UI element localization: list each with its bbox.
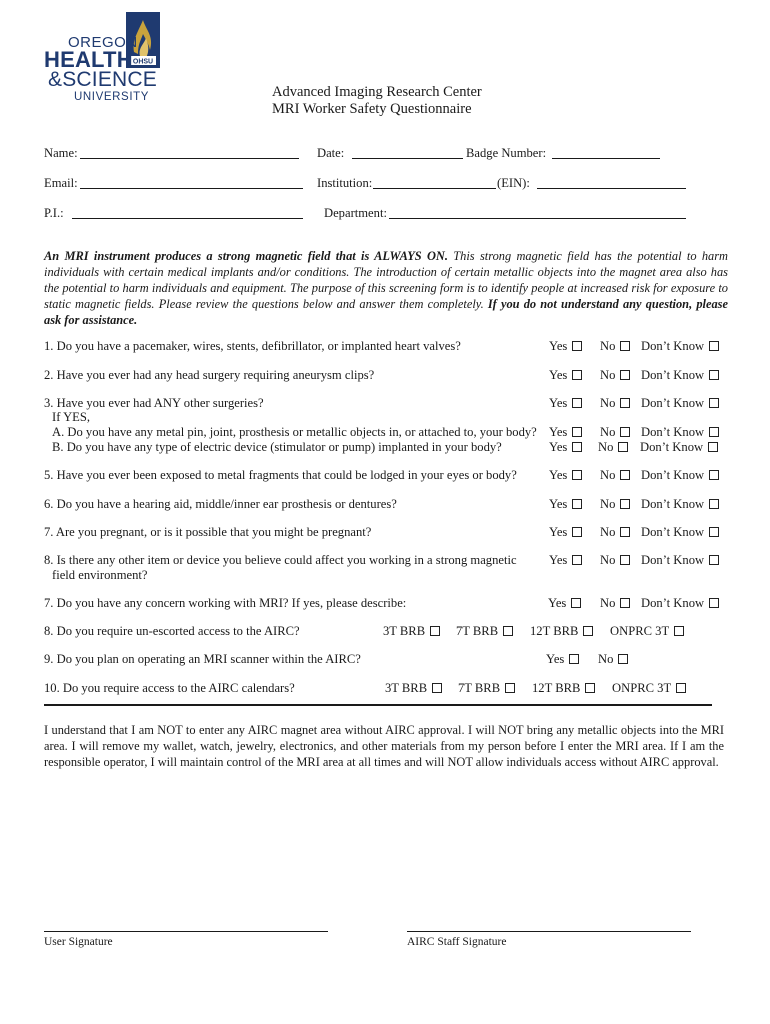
section-divider [44,704,712,706]
checkbox-icon [709,499,719,509]
ein-label: (EIN): [497,176,530,190]
logo-oregon: OREGON [68,34,138,51]
checkbox-icon [430,626,440,636]
checkbox-icon [618,442,628,452]
checkbox-icon [708,442,718,452]
7t-brb-label: 7T BRB [458,681,501,695]
no-label: No [600,339,616,353]
no-label: No [600,468,616,482]
yes-label: Yes [546,652,565,666]
checkbox-icon [620,499,630,509]
yes-label: Yes [549,525,568,539]
intro-bold-assistance: If you do not understand any question, please ask for assistance. [44,297,728,327]
checkbox-icon [709,370,719,380]
q3b-yes[interactable] [549,440,582,455]
q7b-yes[interactable] [548,596,581,611]
question-6: 6. Do you have a hearing aid, middle/inner ear prosthesis or dentures? [44,497,397,511]
q7a-dont-know[interactable] [641,525,719,540]
checkbox-icon [709,598,719,608]
checkbox-icon [432,683,442,693]
department-field[interactable] [389,218,686,219]
q3-no[interactable] [600,396,630,411]
q7a-no[interactable] [600,525,630,540]
12t-brb-label: 12T BRB [530,624,579,638]
no-label: No [600,368,616,382]
dont-know-label: Don’t Know [641,497,705,511]
checkbox-icon [572,370,582,380]
checkbox-icon [620,341,630,351]
q3-yes[interactable] [549,396,582,411]
q10-3t-brb[interactable] [385,681,442,696]
q7a-yes[interactable] [549,525,582,540]
ein-field[interactable] [537,188,686,189]
no-label: No [600,396,616,410]
question-3-if-yes: If YES, [52,410,91,424]
date-field[interactable] [352,158,463,159]
checkbox-icon [709,427,719,437]
no-label: No [600,425,616,439]
q8a-no[interactable] [600,553,630,568]
checkbox-icon [709,527,719,537]
checkbox-icon [585,683,595,693]
3t-brb-label: 3T BRB [385,681,428,695]
q1-dont-know[interactable] [641,339,719,354]
q8b-3t-brb[interactable] [383,624,440,639]
no-label: No [600,525,616,539]
email-label: Email: [44,176,78,190]
pi-field[interactable] [72,218,303,219]
dont-know-label: Don’t Know [641,425,705,439]
question-10: 10. Do you require access to the AIRC calendars? [44,681,295,695]
no-label: No [600,497,616,511]
badge-number-label: Badge Number: [466,146,547,160]
question-7-pregnant: 7. Are you pregnant, or is it possible that you might be pregnant? [44,525,372,539]
q9-yes[interactable] [546,652,579,667]
q6-yes[interactable] [549,497,582,512]
dont-know-label: Don’t Know [640,440,704,454]
yes-label: Yes [548,596,567,610]
ohsu-logo [44,12,174,103]
no-label: No [600,553,616,567]
yes-label: Yes [549,425,568,439]
q2-yes[interactable] [549,368,582,383]
logo-university: UNIVERSITY [74,91,150,103]
checkbox-icon [709,398,719,408]
checkbox-icon [620,527,630,537]
dont-know-label: Don’t Know [641,553,705,567]
checkbox-icon [571,598,581,608]
q3a-yes[interactable] [549,425,582,440]
question-8-other-item-cont: field environment? [52,568,148,582]
checkbox-icon [709,555,719,565]
q8a-yes[interactable] [549,553,582,568]
q8b-onprc-3t[interactable] [610,624,684,639]
yes-label: Yes [549,339,568,353]
dont-know-label: Don’t Know [641,596,705,610]
q5-dont-know[interactable] [641,468,719,483]
checkbox-icon [620,370,630,380]
checkbox-icon [620,427,630,437]
q8a-dont-know[interactable] [641,553,719,568]
yes-label: Yes [549,368,568,382]
checkbox-icon [676,683,686,693]
dont-know-label: Don’t Know [641,396,705,410]
no-label: No [598,652,614,666]
question-8-access: 8. Do you require un-escorted access to the AIRC? [44,624,300,638]
institution-field[interactable] [373,188,496,189]
checkbox-icon [620,470,630,480]
question-2: 2. Have you ever had any head surgery requiring aneurysm clips? [44,368,375,382]
no-label: No [600,596,616,610]
q3a-dont-know[interactable] [641,425,719,440]
question-3: 3. Have you ever had ANY other surgeries? [44,396,264,410]
checkbox-icon [620,555,630,565]
question-3b: B. Do you have any type of electric device (stimulator or pump) implanted in your body? [52,440,502,454]
checkbox-icon [620,398,630,408]
date-label: Date: [317,146,345,160]
dont-know-label: Don’t Know [641,468,705,482]
yes-label: Yes [549,468,568,482]
3t-brb-label: 3T BRB [383,624,426,638]
q10-12t-brb[interactable] [532,681,595,696]
q8b-12t-brb[interactable] [530,624,593,639]
q1-no[interactable] [600,339,630,354]
dont-know-label: Don’t Know [641,368,705,382]
checkbox-icon [572,442,582,452]
badge-number-field[interactable] [552,158,660,159]
pi-label: P.I.: [44,206,64,220]
question-1: 1. Do you have a pacemaker, wires, stents, defibrillator, or implanted heart valves? [44,339,461,353]
yes-label: Yes [549,440,568,454]
q6-dont-know[interactable] [641,497,719,512]
checkbox-icon [583,626,593,636]
checkbox-icon [620,598,630,608]
q6-no[interactable] [600,497,630,512]
q10-7t-brb[interactable] [458,681,515,696]
checkbox-icon [572,341,582,351]
question-9: 9. Do you plan on operating an MRI scanner within the AIRC? [44,652,361,666]
yes-label: Yes [549,497,568,511]
q3-dont-know[interactable] [641,396,719,411]
no-label: No [598,440,614,454]
name-field[interactable] [80,158,299,159]
logo-science: &SCIENCE [48,68,157,91]
name-label: Name: [44,146,78,160]
onprc-3t-label: ONPRC 3T [610,624,670,638]
staff-signature-line[interactable] [407,931,691,932]
q7b-no[interactable] [600,596,630,611]
checkbox-icon [674,626,684,636]
intro-body: This strong magnetic field has the potential to harm individuals with certain medical implants and/or conditions. The introduction of certain metallic objects into the magnet area also has the potential to harm individuals and equipment. The purpose of this screening form is to identify people at increased risk for exposure to static magnetic fields. Please review the questions below and answer them completely. [44,249,728,311]
12t-brb-label: 12T BRB [532,681,581,695]
acknowledgement-paragraph: I understand that I am NOT to enter any AIRC magnet area without AIRC approval. I will NOT bring any metallic objects into the MRI area. I will remove my wallet, watch, jewelry, electronics, and other materials from my person before I enter the MRI area. If I am the responsible operator, I will maintain control of the MRI area at all times and will NOT allow individuals access without AIRC approval. [44,723,724,769]
q5-yes[interactable] [549,468,582,483]
q9-no[interactable] [598,652,628,667]
dont-know-label: Don’t Know [641,525,705,539]
q2-dont-know[interactable] [641,368,719,383]
institution-label: Institution: [317,176,373,190]
yes-label: Yes [549,396,568,410]
checkbox-icon [618,654,628,664]
checkbox-icon [505,683,515,693]
7t-brb-label: 7T BRB [456,624,499,638]
department-label: Department: [324,206,387,220]
q5-no[interactable] [600,468,630,483]
checkbox-icon [572,527,582,537]
user-signature-line[interactable] [44,931,328,932]
onprc-3t-label: ONPRC 3T [612,681,672,695]
checkbox-icon [569,654,579,664]
q7b-dont-know[interactable] [641,596,719,611]
checkbox-icon [709,341,719,351]
q2-no[interactable] [600,368,630,383]
q10-onprc-3t[interactable] [612,681,686,696]
dont-know-label: Don’t Know [641,339,705,353]
checkbox-icon [572,499,582,509]
staff-signature-label: AIRC Staff Signature [407,936,507,948]
question-5: 5. Have you ever been exposed to metal fragments that could be lodged in your eyes or body? [44,468,517,482]
page-subtitle: MRI Worker Safety Questionnaire [272,101,472,117]
checkbox-icon [709,470,719,480]
checkbox-icon [572,470,582,480]
question-7-concern: 7. Do you have any concern working with MRI? If yes, please describe: [44,596,407,610]
question-3a: A. Do you have any metal pin, joint, prosthesis or metallic objects in, or attached to, your body? [52,425,537,439]
q3b-dont-know[interactable] [640,440,718,455]
q3b-no[interactable] [598,440,628,455]
q8b-7t-brb[interactable] [456,624,513,639]
checkbox-icon [572,427,582,437]
logo-health: HEALTH [44,47,133,72]
intro-bold-warning: An MRI instrument produces a strong magnetic field that is ALWAYS ON. [44,249,448,263]
checkbox-icon [572,398,582,408]
logo-badge: OHSU [132,58,154,66]
checkbox-icon [572,555,582,565]
q1-yes[interactable] [549,339,582,354]
yes-label: Yes [549,553,568,567]
checkbox-icon [503,626,513,636]
page-title: Advanced Imaging Research Center [272,84,482,100]
email-field[interactable] [80,188,303,189]
user-signature-label: User Signature [44,936,113,948]
question-8-other-item: 8. Is there any other item or device you believe could affect you working in a strong magnetic [44,553,517,567]
intro-paragraph [44,248,728,328]
q3a-no[interactable] [600,425,630,440]
